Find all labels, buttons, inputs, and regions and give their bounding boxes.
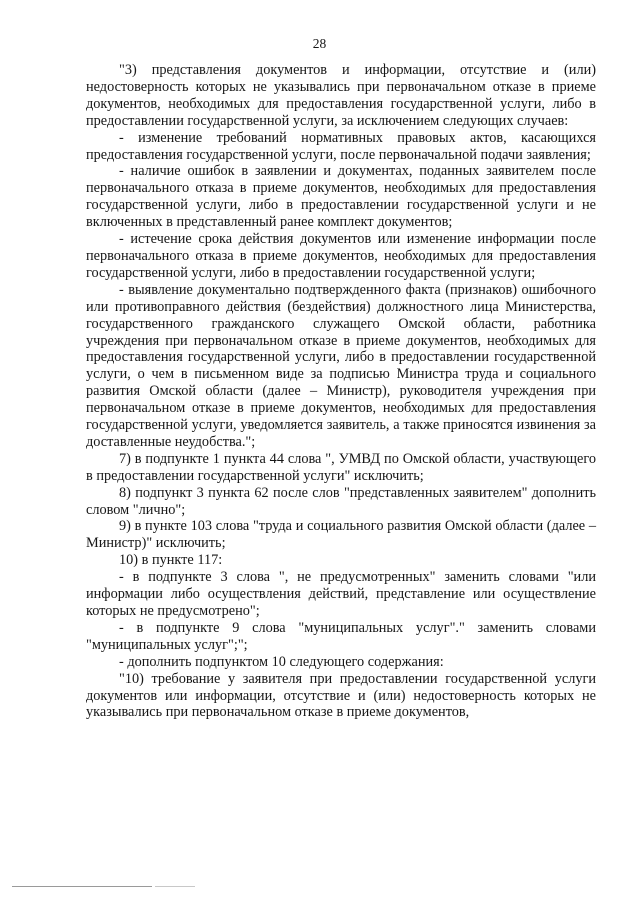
document-body bbox=[86, 62, 596, 721]
paragraph-3: - наличие ошибок в заявлении и документах, поданных заявителем после первоначального отказа в приеме документов, необходимых для предоставления государственной услуги, либо в предоставлении государственной услуги и не включенных в представленный ранее комплект документов; bbox=[86, 163, 596, 231]
scan-edge-line-short bbox=[155, 886, 195, 887]
paragraph-11: - в подпункте 9 слова "муниципальных услуг"." заменить словами "муниципальных услуг";"; bbox=[86, 619, 596, 653]
paragraph-9: 10) в пункте 117: bbox=[119, 552, 223, 569]
paragraph-6: 7) в подпункте 1 пункта 44 слова ", УМВД по Омской области, участвующего в предоставлении государственной услуги" исключить; bbox=[86, 450, 596, 484]
scan-edge-line bbox=[12, 886, 152, 887]
paragraph-13: "10) требование у заявителя при предоставлении государственной услуги документов или информации, отсутствие и (или) недостоверность которых не указывались при первоначальном отказе в приеме документов, bbox=[86, 670, 596, 721]
paragraph-7: 8) подпункт 3 пункта 62 после слов "представленных заявителем" дополнить словом "лично"; bbox=[86, 484, 596, 518]
paragraph-12: - дополнить подпунктом 10 следующего содержания: bbox=[119, 653, 444, 670]
paragraph-4: - истечение срока действия документов или изменение информации после первоначального отказа в приеме документов, необходимых для предоставления государственной услуги, либо в предоставлении государственной услуги; bbox=[86, 231, 596, 281]
paragraph-10: - в подпункте 3 слова ", не предусмотренных" заменить словами "или информации либо осуществления действий, представление или осуществление которых не предусмотрено"; bbox=[86, 569, 596, 619]
paragraph-2: - изменение требований нормативных правовых актов, касающихся предоставления государственной услуги, после первоначальной подачи заявления; bbox=[86, 129, 596, 163]
page-number: 28 bbox=[312, 36, 327, 51]
paragraph-1: "3) представления документов и информации, отсутствие и (или) недостоверность которых не указывались при первоначальном отказе в приеме документов, необходимых для предоставления государственной услуги, либо в предоставлении государственной услуги, за исключением следующих случаев: bbox=[86, 62, 596, 129]
paragraph-8: 9) в пункте 103 слова "труда и социального развития Омской области (далее – Министр)" исключить; bbox=[86, 518, 596, 552]
paragraph-5: - выявление документально подтвержденного факта (признаков) ошибочного или противоправного действия (бездействия) должностного лица Министерства, государственного гражданского служащего Омской области, работника учреждения при первоначальном отказе в приеме документов, необходимых для предоставления государственной услуги, либо в предоставлении государственной услуги, о чем в письменном виде за подписью Министра труда и социального развития Омской области (далее – Министр), руководителя учреждения при первоначальном отказе в приеме документов, необходимых для предоставления государственной услуги, уведомляется заявитель, а также приносятся извинения за доставленные неудобства."; bbox=[86, 281, 596, 450]
